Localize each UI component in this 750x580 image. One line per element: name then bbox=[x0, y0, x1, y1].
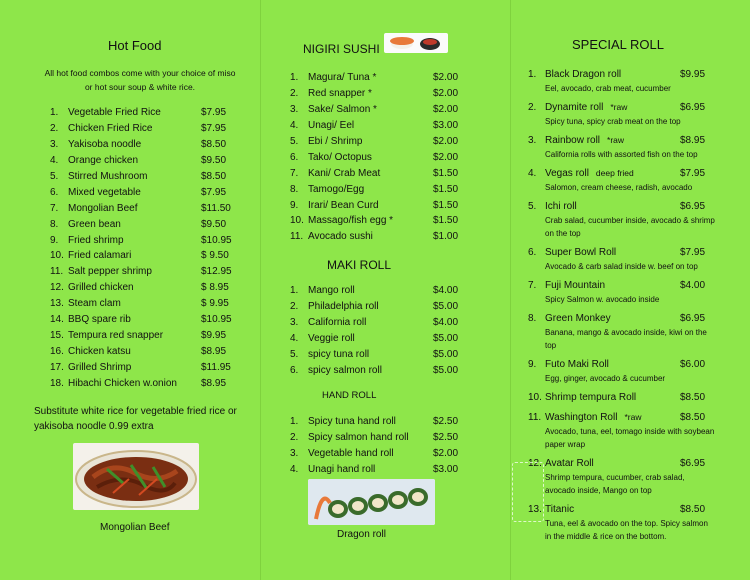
menu-item-price: $8.95 bbox=[201, 377, 227, 389]
menu-item-num: 3. bbox=[290, 104, 299, 116]
menu-item-name: Tempura red snapper bbox=[68, 329, 164, 341]
menu-item-num: 4. bbox=[290, 464, 299, 476]
menu-item-num: 16. bbox=[50, 345, 64, 357]
menu-item-name: Steam clam bbox=[68, 298, 121, 310]
special-roll-price: $8.50 bbox=[680, 411, 706, 423]
menu-item-price: $9.50 bbox=[201, 218, 227, 230]
dragon-roll-photo bbox=[308, 479, 435, 525]
menu-item-price: $1.00 bbox=[433, 231, 459, 243]
hot-food-intro: All hot food combos come with your choice of miso or hot sour soup & white rice. bbox=[44, 68, 236, 92]
special-roll-price: $9.95 bbox=[680, 68, 706, 80]
menu-item-num: 11. bbox=[50, 266, 64, 278]
mongolian-beef-caption: Mongolian Beef bbox=[100, 522, 170, 533]
menu-item-num: 4. bbox=[290, 333, 299, 345]
special-roll-label: Dynamite roll bbox=[545, 101, 604, 113]
menu-item-num: 14. bbox=[50, 314, 64, 326]
menu-item-price: $5.00 bbox=[433, 364, 459, 376]
special-roll-name bbox=[545, 504, 680, 515]
menu-item bbox=[50, 216, 245, 232]
menu-item-name: Veggie roll bbox=[308, 333, 355, 345]
special-roll-number: 5. bbox=[528, 200, 537, 212]
menu-item bbox=[50, 264, 245, 280]
special-roll-name bbox=[545, 458, 680, 469]
menu-item-price: $8.50 bbox=[201, 171, 227, 182]
hand-roll-title: HAND ROLL bbox=[322, 390, 377, 401]
menu-item-name: Unagi/ Eel bbox=[308, 120, 355, 132]
menu-item-name: Unagi hand roll bbox=[308, 464, 376, 476]
menu-item-price: $3.00 bbox=[433, 464, 459, 476]
menu-item-num: 4. bbox=[290, 120, 299, 132]
special-roll-number: 11. bbox=[528, 411, 542, 423]
menu-item bbox=[50, 343, 245, 359]
menu-item bbox=[50, 153, 245, 169]
special-roll-price: $8.50 bbox=[680, 391, 706, 403]
menu-item-name: Irari/ Bean Curd bbox=[308, 199, 379, 211]
menu-item-price: $7.95 bbox=[201, 186, 227, 198]
menu-item-price: $10.95 bbox=[201, 234, 232, 246]
menu-item-num: 2. bbox=[50, 123, 59, 135]
menu-item-num: 8. bbox=[290, 183, 299, 195]
menu-item-name: Mongolian Beef bbox=[68, 202, 138, 214]
menu-item bbox=[50, 312, 245, 328]
maki-roll-title: MAKI ROLL bbox=[327, 258, 392, 272]
menu-item-name: Vegetable Fried Rice bbox=[68, 107, 161, 119]
menu-item-num: 17. bbox=[50, 361, 64, 373]
hand-roll-list bbox=[290, 414, 465, 478]
special-roll-name bbox=[545, 359, 680, 370]
menu-item-price: $2.00 bbox=[433, 88, 459, 100]
menu-item-name: Sake/ Salmon * bbox=[308, 104, 377, 116]
special-roll-description: Eel, avocado, crab meat, cucumber bbox=[545, 84, 671, 93]
menu-item-name: Spicy salmon hand roll bbox=[308, 432, 409, 444]
menu-item-price: $1.50 bbox=[433, 167, 459, 179]
special-roll-item bbox=[528, 389, 728, 405]
menu-item bbox=[50, 184, 245, 200]
special-roll-name bbox=[545, 135, 680, 146]
menu-item-name: Avocado sushi bbox=[308, 231, 373, 243]
special-roll-name bbox=[545, 168, 680, 179]
menu-item-price: $2.00 bbox=[433, 104, 459, 116]
special-roll-title: SPECIAL ROLL bbox=[572, 37, 665, 52]
special-roll-label: Futo Maki Roll bbox=[545, 358, 609, 370]
menu-item-name: Fried shrimp bbox=[68, 234, 124, 246]
menu-item-price: $8.95 bbox=[201, 345, 227, 357]
special-roll-name bbox=[545, 102, 680, 113]
menu-item-num: 9. bbox=[290, 199, 299, 211]
menu-item bbox=[50, 327, 245, 343]
menu-item-num: 3. bbox=[50, 139, 59, 151]
menu-item-price: $2.50 bbox=[433, 416, 459, 428]
menu-item-price: $2.50 bbox=[433, 432, 459, 444]
special-roll-tag: deep fried bbox=[595, 167, 634, 178]
menu-item-num: 11. bbox=[290, 231, 304, 243]
menu-item-num: 2. bbox=[290, 301, 299, 313]
special-roll-label: Shrimp tempura Roll bbox=[545, 391, 637, 403]
menu-item-num: 3. bbox=[290, 317, 299, 329]
menu-item bbox=[50, 232, 245, 248]
menu-item-price: $5.00 bbox=[433, 349, 459, 360]
menu-item bbox=[290, 149, 465, 165]
menu-item-price: $2.00 bbox=[433, 448, 459, 460]
special-roll-label: Super Bowl Roll bbox=[545, 246, 617, 258]
menu-item-price: $2.00 bbox=[433, 151, 459, 163]
special-roll-number: 1. bbox=[528, 68, 537, 80]
special-roll-description: California rolls with assorted fish on the top bbox=[545, 150, 698, 159]
special-roll-tag: *raw bbox=[624, 411, 642, 422]
menu-item-num: 10. bbox=[290, 215, 304, 227]
special-roll-description: Avocado & carb salad inside w. beef on top bbox=[545, 262, 698, 271]
special-roll-price: $4.00 bbox=[680, 279, 706, 291]
special-roll-name bbox=[545, 280, 680, 291]
special-roll-description: Salomon, cream cheese, radish, avocado bbox=[545, 183, 693, 192]
menu-item bbox=[290, 229, 465, 245]
special-roll-name bbox=[545, 412, 680, 423]
menu-item-name: Yakisoba noodle bbox=[68, 139, 142, 151]
menu-item-price: $4.00 bbox=[433, 317, 459, 329]
menu-item-num: 1. bbox=[290, 416, 299, 428]
special-roll-item bbox=[528, 132, 728, 161]
special-roll-item bbox=[528, 165, 728, 194]
menu-item-name: Philadelphia roll bbox=[308, 301, 379, 313]
nigiri-photo bbox=[384, 33, 448, 53]
special-roll-label: Fuji Mountain bbox=[545, 279, 606, 291]
special-roll-description: Tuna, eel & avocado on the top. Spicy salmon in the middle & rice on the bottom. bbox=[545, 519, 708, 541]
special-roll-label: Ichi roll bbox=[545, 200, 577, 212]
special-roll-description: Crab salad, cucumber inside, avocado & shrimp on the top bbox=[545, 216, 715, 238]
special-roll-number: 3. bbox=[528, 134, 537, 146]
maki-roll-list bbox=[290, 283, 465, 378]
special-roll-list bbox=[528, 66, 728, 547]
menu-item-name: Tako/ Octopus bbox=[308, 151, 372, 163]
menu-item bbox=[290, 315, 465, 331]
menu-item-name: Hibachi Chicken w.onion bbox=[68, 377, 177, 389]
menu-item bbox=[290, 347, 465, 363]
menu-item bbox=[290, 86, 465, 102]
menu-item bbox=[50, 296, 245, 312]
menu-item-price: $ 9.95 bbox=[201, 298, 229, 310]
special-roll-label: Vegas roll bbox=[545, 167, 589, 179]
special-roll-item bbox=[528, 277, 728, 306]
special-roll-price: $8.50 bbox=[680, 503, 706, 515]
menu-item bbox=[50, 200, 245, 216]
menu-item-price: $1.50 bbox=[433, 183, 459, 195]
special-roll-label: Rainbow roll bbox=[545, 134, 601, 146]
special-roll-price: $6.95 bbox=[680, 312, 706, 324]
special-roll-name bbox=[545, 201, 680, 212]
special-roll-tag: *raw bbox=[607, 134, 625, 145]
menu-item-num: 10. bbox=[50, 250, 64, 262]
special-roll-name bbox=[545, 69, 680, 80]
menu-item-num: 8. bbox=[50, 218, 59, 230]
menu-item-price: $8.50 bbox=[201, 139, 227, 151]
menu-item-price: $7.95 bbox=[201, 123, 227, 135]
hot-food-list bbox=[50, 105, 245, 391]
menu-item-price: $5.00 bbox=[433, 333, 459, 345]
menu-item-name: California roll bbox=[308, 317, 367, 329]
menu-item-name: BBQ spare rib bbox=[68, 314, 131, 326]
special-roll-name bbox=[545, 392, 680, 403]
special-roll-label: Green Monkey bbox=[545, 312, 611, 324]
special-roll-item bbox=[528, 310, 728, 352]
special-roll-description: Egg, ginger, avocado & cucumber bbox=[545, 374, 666, 383]
menu-item-name: Ebi / Shrimp bbox=[308, 136, 363, 147]
menu-item-num: 6. bbox=[290, 364, 299, 376]
special-roll-number: 12. bbox=[528, 457, 542, 469]
menu-item-num: 3. bbox=[290, 448, 299, 460]
menu-item-name: Fried calamari bbox=[68, 250, 132, 262]
menu-item-name: Spicy tuna hand roll bbox=[308, 416, 396, 428]
menu-item-price: $2.00 bbox=[433, 72, 459, 84]
special-roll-description: Banana, mango & avocado inside, kiwi on the top bbox=[545, 328, 707, 350]
special-roll-tag: *raw bbox=[610, 101, 628, 112]
menu-item-name: Stirred Mushroom bbox=[68, 171, 148, 182]
nigiri-title: NIGIRI SUSHI bbox=[303, 42, 380, 56]
special-roll-description: Avocado, tuna, eel, tomago inside with soybean paper wrap bbox=[545, 427, 715, 449]
menu-item bbox=[290, 414, 465, 430]
menu-item-num: 5. bbox=[290, 136, 299, 147]
menu-item-num: 2. bbox=[290, 432, 299, 444]
special-roll-name bbox=[545, 247, 680, 258]
menu-item-num: 2. bbox=[290, 88, 299, 100]
special-roll-description: Spicy Salmon w. avocado inside bbox=[545, 295, 660, 304]
special-roll-price: $8.95 bbox=[680, 134, 706, 146]
special-roll-number: 7. bbox=[528, 279, 537, 291]
special-roll-item bbox=[528, 198, 728, 240]
special-roll-price: $6.95 bbox=[680, 101, 706, 113]
menu-item-price: $4.00 bbox=[433, 285, 459, 297]
menu-item bbox=[290, 118, 465, 134]
menu-item bbox=[290, 283, 465, 299]
menu-item-price: $2.00 bbox=[433, 136, 459, 147]
special-roll-price: $6.95 bbox=[680, 200, 706, 212]
menu-item-num: 5. bbox=[50, 171, 59, 182]
special-roll-item bbox=[528, 99, 728, 128]
menu-item bbox=[50, 121, 245, 137]
menu-item-num: 1. bbox=[290, 285, 299, 297]
menu-item-num: 18. bbox=[50, 377, 64, 389]
dragon-roll-caption: Dragon roll bbox=[337, 529, 386, 540]
special-roll-label: Washington Roll bbox=[545, 411, 618, 423]
special-roll-number: 10. bbox=[528, 391, 542, 403]
menu-item bbox=[290, 462, 465, 478]
menu-item-num: 12. bbox=[50, 282, 64, 294]
menu-item-price: $11.50 bbox=[201, 202, 231, 214]
menu-item bbox=[290, 102, 465, 118]
menu-item-num: 9. bbox=[50, 234, 59, 246]
special-roll-number: 8. bbox=[528, 312, 537, 324]
special-roll-description: Shrimp tempura, cucumber, crab salad, avocado inside, Mango on top bbox=[545, 473, 685, 495]
menu-item-name: Mixed vegetable bbox=[68, 186, 141, 198]
menu-item-num: 6. bbox=[290, 151, 299, 163]
hot-food-panel bbox=[0, 0, 260, 580]
special-roll-number: 4. bbox=[528, 167, 537, 179]
special-roll-item bbox=[528, 356, 728, 385]
menu-item-name: Grilled chicken bbox=[68, 282, 134, 294]
special-roll-price: $7.95 bbox=[680, 246, 706, 258]
special-roll-item bbox=[528, 409, 728, 451]
menu-item-num: 6. bbox=[50, 186, 59, 198]
special-roll-number: 2. bbox=[528, 101, 537, 113]
special-roll-label: Black Dragon roll bbox=[545, 68, 622, 80]
menu-item-num: 15. bbox=[50, 329, 64, 341]
special-roll-item bbox=[528, 455, 728, 497]
special-roll-number: 6. bbox=[528, 246, 537, 258]
menu-item-name: Kani/ Crab Meat bbox=[308, 167, 381, 179]
menu-item-price: $10.95 bbox=[201, 314, 232, 326]
menu-item bbox=[50, 137, 245, 153]
menu-item bbox=[290, 446, 465, 462]
menu-item-name: Green bean bbox=[68, 218, 121, 230]
menu-item-num: 1. bbox=[50, 107, 59, 119]
hot-food-title: Hot Food bbox=[108, 38, 162, 53]
menu-item bbox=[290, 213, 465, 229]
special-roll-price: $7.95 bbox=[680, 167, 706, 179]
substitution-note: Substitute white rice for vegetable fried rice or yakisoba noodle 0.99 extra bbox=[34, 406, 237, 432]
menu-item-price: $11.95 bbox=[201, 361, 231, 373]
menu-item-name: Red snapper * bbox=[308, 88, 372, 100]
special-roll-item bbox=[528, 501, 728, 543]
watermark-stamp bbox=[512, 462, 544, 522]
special-roll-label: Avatar Roll bbox=[545, 457, 594, 469]
menu-item-name: Mango roll bbox=[308, 285, 355, 297]
menu-item-price: $1.50 bbox=[433, 215, 459, 227]
special-roll-label: Titanic bbox=[545, 503, 575, 515]
menu-item-name: Salt pepper shrimp bbox=[68, 266, 152, 278]
menu-item-price: $12.95 bbox=[201, 266, 232, 278]
menu-item-name: Chicken Fried Rice bbox=[68, 123, 153, 135]
special-roll-item bbox=[528, 244, 728, 273]
special-roll-name bbox=[545, 313, 680, 324]
menu-item-price: $9.50 bbox=[201, 155, 227, 167]
menu-item bbox=[290, 165, 465, 181]
menu-item-name: Chicken katsu bbox=[68, 345, 131, 357]
menu-item bbox=[50, 375, 245, 391]
menu-item bbox=[50, 105, 245, 121]
mongolian-beef-photo bbox=[73, 443, 199, 510]
menu-item bbox=[50, 169, 245, 185]
menu-item-name: Massago/fish egg * bbox=[308, 215, 394, 227]
menu-item-name: Magura/ Tuna * bbox=[308, 72, 377, 84]
menu-item-price: $5.00 bbox=[433, 301, 459, 313]
menu-item-name: Grilled Shrimp bbox=[68, 361, 132, 373]
menu-item-num: 4. bbox=[50, 155, 59, 167]
menu-item bbox=[290, 181, 465, 197]
panel-fold bbox=[510, 0, 511, 580]
menu-item-name: Vegetable hand roll bbox=[308, 448, 394, 460]
menu-item-name: Tamogo/Egg bbox=[308, 183, 365, 195]
menu-item-name: spicy salmon roll bbox=[308, 364, 382, 376]
special-roll-number: 9. bbox=[528, 358, 537, 370]
nigiri-list bbox=[290, 70, 465, 245]
special-roll-description: Spicy tuna, spicy crab meat on the top bbox=[545, 117, 681, 126]
menu-item bbox=[50, 359, 245, 375]
menu-item bbox=[290, 197, 465, 213]
menu-item bbox=[50, 248, 245, 264]
menu-item-price: $3.00 bbox=[433, 120, 459, 132]
menu-item-price: $9.95 bbox=[201, 329, 227, 341]
special-roll-price: $6.00 bbox=[680, 358, 706, 370]
menu-item-num: 5. bbox=[290, 349, 299, 360]
menu-item bbox=[290, 299, 465, 315]
special-roll-item bbox=[528, 66, 728, 95]
menu-item-num: 7. bbox=[50, 202, 59, 214]
menu-item-num: 1. bbox=[290, 72, 299, 84]
menu-item-name: spicy tuna roll bbox=[308, 349, 370, 360]
menu-item-num: 7. bbox=[290, 167, 299, 179]
menu-item bbox=[290, 362, 465, 378]
menu-item bbox=[50, 280, 245, 296]
menu-item-name: Orange chicken bbox=[68, 155, 139, 167]
special-roll-number: 13. bbox=[528, 503, 542, 515]
menu-item bbox=[290, 430, 465, 446]
menu-item-price: $7.95 bbox=[201, 107, 227, 119]
menu-item-price: $ 8.95 bbox=[201, 282, 229, 294]
menu-item bbox=[290, 70, 465, 86]
menu-item bbox=[290, 134, 465, 150]
special-roll-price: $6.95 bbox=[680, 457, 706, 469]
menu-item-num: 13. bbox=[50, 298, 64, 310]
menu-item-price: $ 9.50 bbox=[201, 250, 229, 262]
menu-item bbox=[290, 331, 465, 347]
menu-item-price: $1.50 bbox=[433, 199, 459, 211]
